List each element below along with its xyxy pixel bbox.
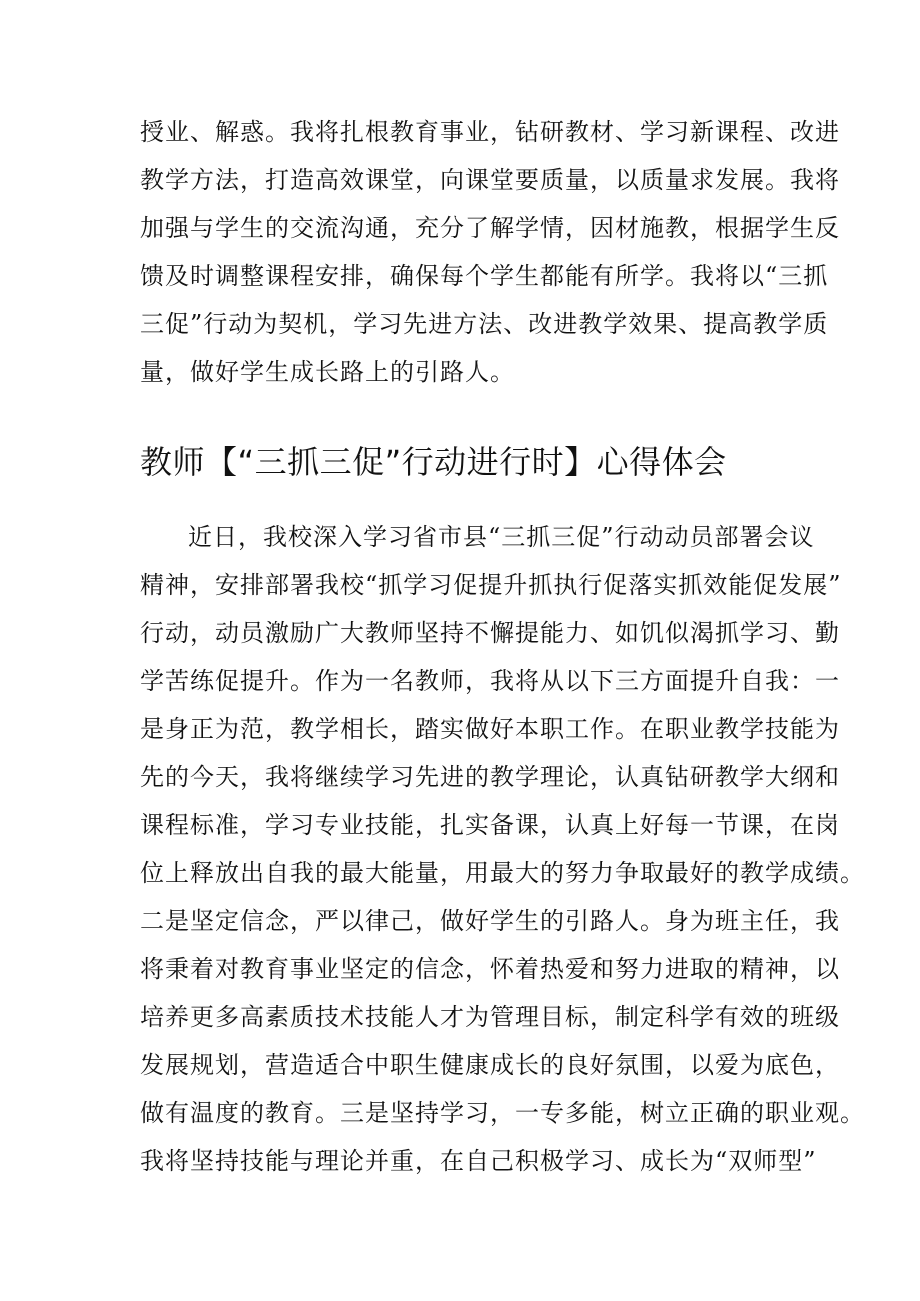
paragraph-line: 量，做好学生成长路上的引路人。 xyxy=(140,358,515,386)
paragraph-line: 精神，安排部署我校“抓学习促提升抓执行促落实抓效能促发展” xyxy=(140,571,842,599)
paragraph-line: 教学方法，打造高效课堂，向课堂要质量，以质量求发展。我将 xyxy=(140,166,840,194)
section-heading: 教师【“三抓三促”行动进行时】心得体会 xyxy=(140,443,727,481)
body-paragraph-1 xyxy=(140,108,840,396)
paragraph-line: 培养更多高素质技术技能人才为管理目标，制定科学有效的班级 xyxy=(140,1003,840,1031)
paragraph-line: 位上释放出自我的最大能量，用最大的努力争取最好的教学成绩。 xyxy=(140,859,865,887)
body-paragraph-2 xyxy=(140,513,865,1185)
paragraph-line: 近日，我校深入学习省市县“三抓三促”行动动员部署会议 xyxy=(188,523,815,551)
paragraph-line: 先的今天，我将继续学习先进的教学理论，认真钻研教学大纲和 xyxy=(140,763,840,791)
paragraph-line: 我将坚持技能与理论并重，在自己积极学习、成长为“双师型” xyxy=(140,1147,817,1175)
paragraph-line: 馈及时调整课程安排，确保每个学生都能有所学。我将以“三抓 xyxy=(140,262,829,290)
paragraph-line: 行动，动员激励广大教师坚持不懈提能力、如饥似渴抓学习、勤 xyxy=(140,619,840,647)
paragraph-line: 发展规划，营造适合中职生健康成长的良好氛围，以爱为底色， xyxy=(140,1051,840,1079)
paragraph-line: 二是坚定信念，严以律己，做好学生的引路人。身为班主任，我 xyxy=(140,907,840,935)
paragraph-line: 将秉着对教育事业坚定的信念，怀着热爱和努力进取的精神，以 xyxy=(140,955,840,983)
paragraph-line: 课程标准，学习专业技能，扎实备课，认真上好每一节课，在岗 xyxy=(140,811,840,839)
paragraph-line: 是身正为范，教学相长，踏实做好本职工作。在职业教学技能为 xyxy=(140,715,840,743)
paragraph-line: 学苦练促提升。作为一名教师，我将从以下三方面提升自我：一 xyxy=(140,667,840,695)
paragraph-line: 做有温度的教育。三是坚持学习，一专多能，树立正确的职业观。 xyxy=(140,1099,865,1127)
paragraph-line: 加强与学生的交流沟通，充分了解学情，因材施教，根据学生反 xyxy=(140,214,840,242)
paragraph-line: 三促”行动为契机，学习先进方法、改进教学效果、提高教学质 xyxy=(140,310,829,338)
paragraph-line: 授业、解惑。我将扎根教育事业，钻研教材、学习新课程、改进 xyxy=(140,118,840,146)
